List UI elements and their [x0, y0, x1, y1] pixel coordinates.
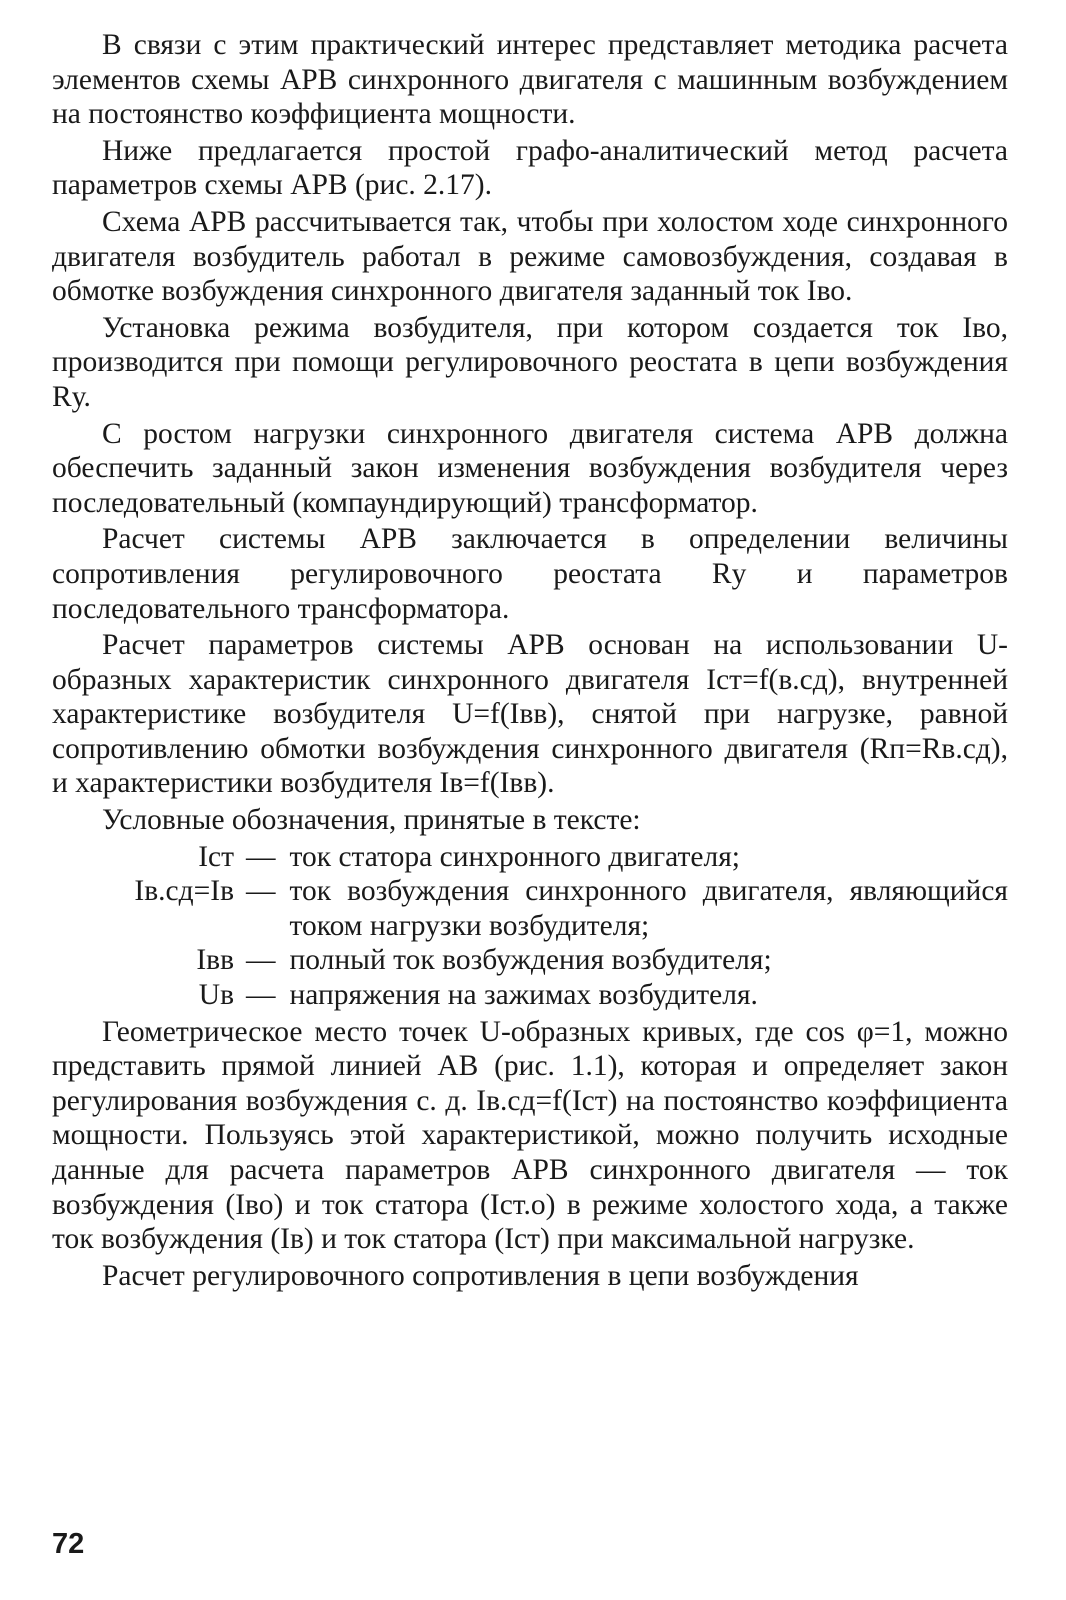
paragraph: Расчет системы АРВ заключается в определении величины сопротивления регулировочного реостата Rу и параметров последовательного трансформатора. — [52, 523, 1008, 625]
notation-dash: — — [246, 944, 276, 977]
paragraph: Геометрическое место точек U-образных кривых, где cos φ=1, можно представить прямой линией АВ (рис. 1.1), которая и определяет закон регулирования возбуждения с. д. Iв.сд=f(Iст) на постоянство коэффициента мощности. Пользуясь этой характеристикой, можно получить исходные данные для расчета параметров АРВ синхронного двигателя — ток возбуждения (Iво) и ток статора (Iст.о) в режиме холостого хода, а также ток возбуждения (Iв) и ток статора (Iст) при максимальной нагрузке. — [52, 1015, 1008, 1256]
notation-symbol: Iст — [198, 840, 234, 873]
paragraph: С ростом нагрузки синхронного двигателя система АРВ должна обеспечить заданный закон изменения возбуждения возбудителя через последовательный (компаундирующий) трансформатор. — [52, 417, 1008, 519]
notation-text: полный ток возбуждения возбудителя; — [289, 944, 772, 977]
notation-symbol: Iвв — [196, 944, 234, 977]
paragraph: Схема АРВ рассчитывается так, чтобы при холостом ходе синхронного двигателя возбудитель работал в режиме самовозбуждения, создавая в обмотке возбуждения синхронного двигателя заданный ток Iво. — [52, 205, 1008, 308]
paragraph: В связи с этим практический интерес представляет методика расчета элементов схемы АРВ синхронного двигателя с машинным возбуждением на постоянство коэффициента мощности. — [52, 29, 1008, 131]
page-number: 72 — [52, 1528, 85, 1560]
notation-item — [52, 840, 1008, 875]
notation-dash: — — [246, 979, 276, 1012]
notation-item — [52, 943, 1008, 978]
notation-text: ток возбуждения синхронного двигателя, являющийся током нагрузки возбудителя; — [289, 875, 1008, 942]
notation-text: напряжения на зажимах возбудителя. — [289, 979, 758, 1012]
paragraph: Ниже предлагается простой графо-аналитический метод расчета параметров схемы АРВ (рис. 2.17). — [52, 134, 1008, 202]
legend-intro: Условные обозначения, принятые в тексте: — [102, 804, 641, 837]
notation-item — [52, 874, 1008, 943]
notation-symbol: Uв — [198, 979, 234, 1012]
paragraph: Установка режима возбудителя, при котором создается ток Iво, производится при помощи регулировочного реостата в цепи возбуждения Rу. — [52, 311, 1008, 413]
notation-dash: — — [246, 875, 276, 908]
notation-symbol: Iв.сд=Iв — [134, 875, 234, 908]
notation-text: ток статора синхронного двигателя; — [289, 840, 740, 873]
paragraph: Расчет параметров системы АРВ основан на использовании U-образных характеристик синхронного двигателя Iст=f(в.сд), внутренней характеристике возбудителя U=f(Iвв), снятой при нагрузке, равной сопротивлению обмотки возбуждения синхронного двигателя (Rп=Rв.сд), и характеристики возбудителя Iв=f(Iвв). — [52, 629, 1008, 800]
notation-item — [52, 978, 1008, 1013]
notation-list — [52, 840, 1008, 1013]
notation-dash: — — [246, 840, 276, 873]
paragraph: Расчет регулировочного сопротивления в цепи возбуждения — [102, 1259, 859, 1292]
